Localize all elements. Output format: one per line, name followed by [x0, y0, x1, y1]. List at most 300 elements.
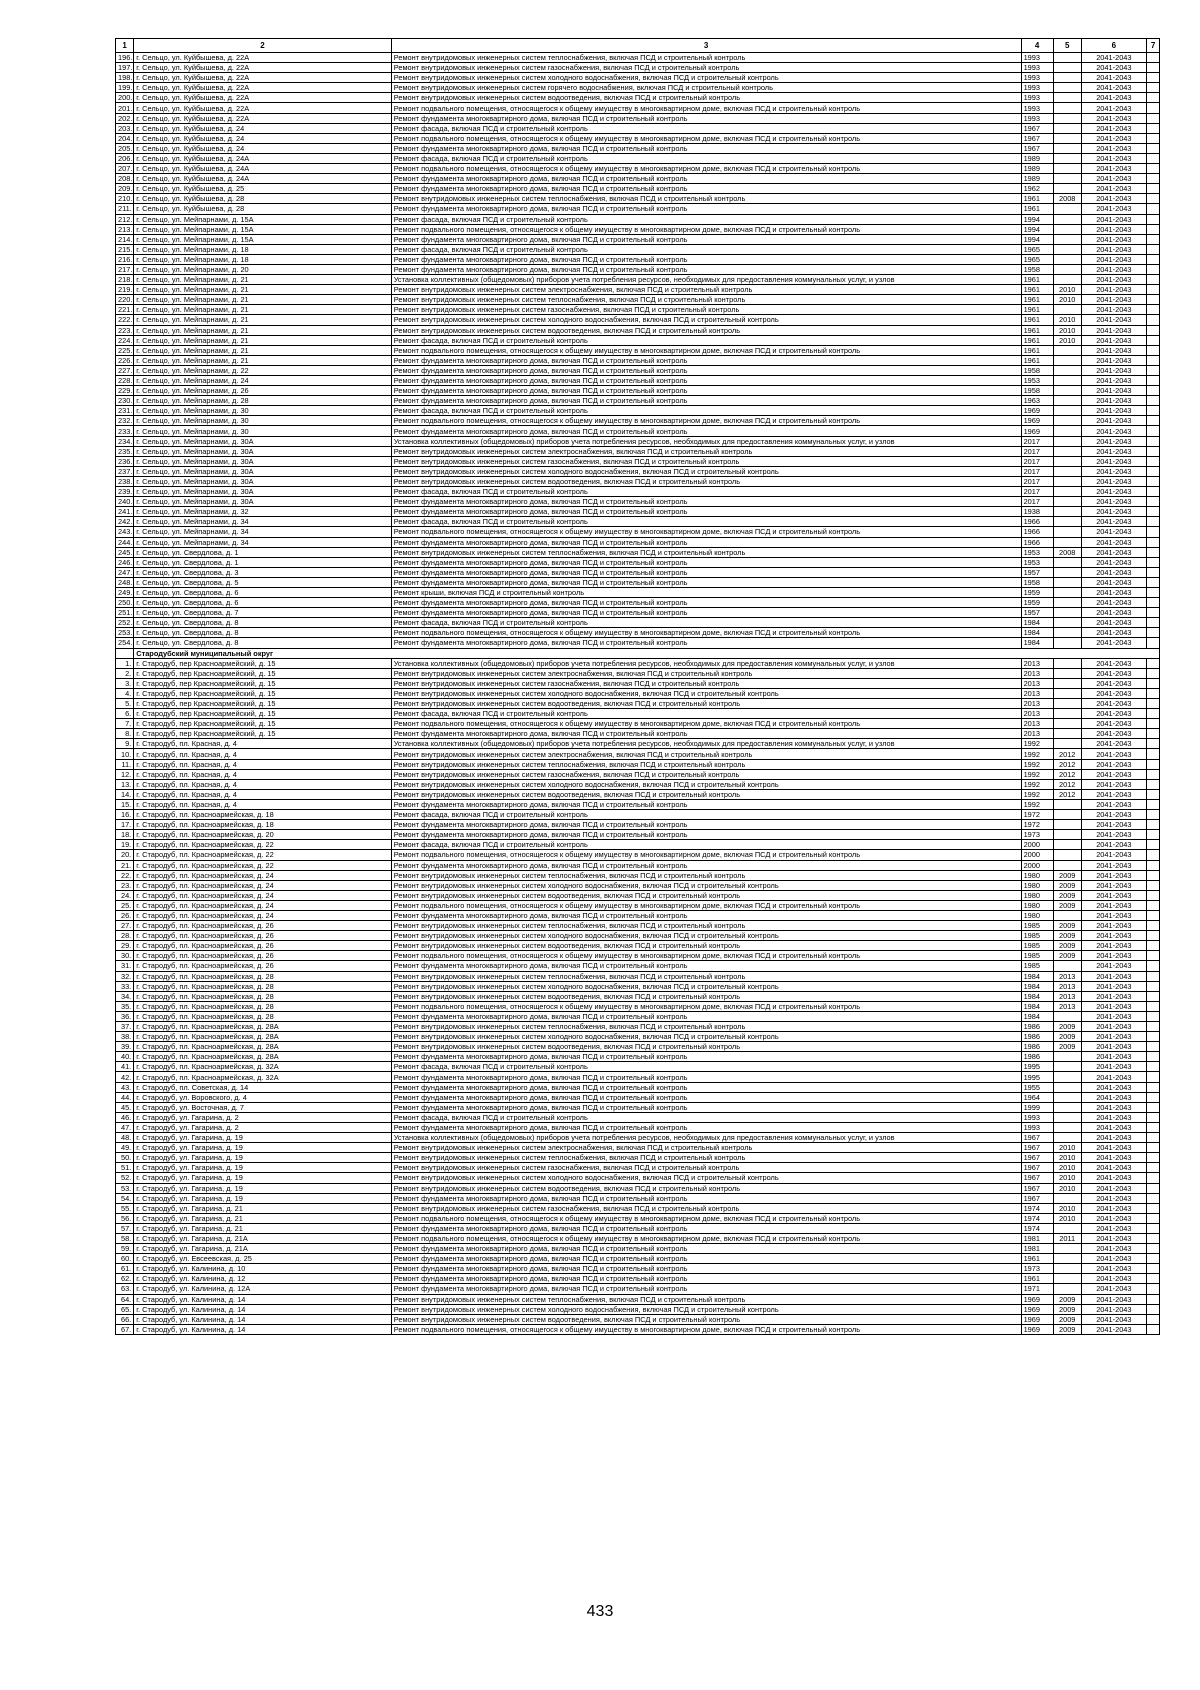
row-number: 57. — [116, 1223, 134, 1233]
row-number: 33. — [116, 981, 134, 991]
planned-period: 2041-2043 — [1081, 466, 1146, 476]
year-built: 1961 — [1021, 1274, 1053, 1284]
address: г. Стародуб, ул. Гагарина, д. 2 — [134, 1122, 392, 1132]
planned-period: 2041-2043 — [1081, 789, 1146, 799]
row-number: 17. — [116, 820, 134, 830]
planned-period: 2041-2043 — [1081, 941, 1146, 951]
work-description: Ремонт подвального помещения, относящегося к общему имуществу в многоквартирном доме, включая ПСД и строительный контроль — [391, 719, 1021, 729]
work-description: Ремонт внутридомовых инженерных систем холодного водоснабжения, включая ПСД и строительный контроль — [391, 1032, 1021, 1042]
planned-period: 2041-2043 — [1081, 759, 1146, 769]
table-row — [116, 355, 1160, 365]
table-row — [116, 1011, 1160, 1021]
last-repair-year — [1053, 598, 1081, 608]
table-row — [116, 1173, 1160, 1183]
extra-cell — [1147, 931, 1160, 941]
extra-cell — [1147, 1143, 1160, 1153]
extra-cell — [1147, 709, 1160, 719]
work-description: Ремонт внутридомовых инженерных систем газоснабжения, включая ПСД и строительный контроль — [391, 1163, 1021, 1173]
table-row — [116, 749, 1160, 759]
row-number: 51. — [116, 1163, 134, 1173]
address: г. Сельцо, ул. Свердлова, д. 7 — [134, 608, 392, 618]
last-repair-year — [1053, 961, 1081, 971]
header-col-2: 2 — [134, 39, 392, 53]
table-row — [116, 63, 1160, 73]
row-number: 235. — [116, 446, 134, 456]
planned-period: 2041-2043 — [1081, 305, 1146, 315]
address: г. Стародуб, пл. Красная, д. 4 — [134, 759, 392, 769]
row-number: 7. — [116, 719, 134, 729]
planned-period: 2041-2043 — [1081, 214, 1146, 224]
year-built: 1985 — [1021, 921, 1053, 931]
planned-period: 2041-2043 — [1081, 840, 1146, 850]
year-built: 1994 — [1021, 214, 1053, 224]
address: г. Стародуб, пл. Красноармейская, д. 24 — [134, 890, 392, 900]
work-description: Ремонт внутридомовых инженерных систем водоотведения, включая ПСД и строительный контроль — [391, 93, 1021, 103]
last-repair-year — [1053, 537, 1081, 547]
address: г. Сельцо, ул. Мейпарнами, д. 30А — [134, 456, 392, 466]
row-number: 238. — [116, 476, 134, 486]
planned-period: 2041-2043 — [1081, 870, 1146, 880]
work-description: Ремонт фундамента многоквартирного дома, включая ПСД и строительный контроль — [391, 860, 1021, 870]
row-number: 9. — [116, 739, 134, 749]
address: г. Сельцо, ул. Мейпарнами, д. 30А — [134, 436, 392, 446]
address: г. Стародуб, пл. Красноармейская, д. 18 — [134, 820, 392, 830]
address: г. Сельцо, ул. Свердлова, д. 1 — [134, 547, 392, 557]
row-number: 243. — [116, 527, 134, 537]
last-repair-year — [1053, 1284, 1081, 1294]
last-repair-year: 2009 — [1053, 921, 1081, 931]
last-repair-year: 2012 — [1053, 789, 1081, 799]
last-repair-year — [1053, 1112, 1081, 1122]
planned-period: 2041-2043 — [1081, 153, 1146, 163]
row-number: 218. — [116, 275, 134, 285]
year-built: 1969 — [1021, 426, 1053, 436]
year-built: 1967 — [1021, 1133, 1053, 1143]
year-built: 1992 — [1021, 779, 1053, 789]
address: г. Стародуб, пл. Красноармейская, д. 28А — [134, 1032, 392, 1042]
last-repair-year — [1053, 143, 1081, 153]
extra-cell — [1147, 376, 1160, 386]
table-row — [116, 224, 1160, 234]
address: г. Стародуб, ул. Восточная, д. 7 — [134, 1102, 392, 1112]
row-number: 240. — [116, 497, 134, 507]
work-description: Ремонт внутридомовых инженерных систем водоотведения, включая ПСД и строительный контроль — [391, 1314, 1021, 1324]
last-repair-year: 2013 — [1053, 981, 1081, 991]
extra-cell — [1147, 759, 1160, 769]
last-repair-year — [1053, 426, 1081, 436]
row-number: 13. — [116, 779, 134, 789]
extra-cell — [1147, 295, 1160, 305]
year-built: 1958 — [1021, 386, 1053, 396]
last-repair-year — [1053, 709, 1081, 719]
planned-period: 2041-2043 — [1081, 83, 1146, 93]
row-number: 25. — [116, 900, 134, 910]
address: г. Сельцо, ул. Свердлова, д. 8 — [134, 618, 392, 628]
planned-period: 2041-2043 — [1081, 567, 1146, 577]
address: г. Сельцо, ул. Свердлова, д. 8 — [134, 638, 392, 648]
last-repair-year — [1053, 416, 1081, 426]
table-row — [116, 678, 1160, 688]
page-number: 433 — [586, 1603, 614, 1620]
work-description: Ремонт фундамента многоквартирного дома, включая ПСД и строительный контроль — [391, 174, 1021, 184]
extra-cell — [1147, 174, 1160, 184]
table-row — [116, 1062, 1160, 1072]
row-number: 251. — [116, 608, 134, 618]
last-repair-year — [1053, 699, 1081, 709]
address: г. Стародуб, пл. Красноармейская, д. 28А — [134, 1052, 392, 1062]
extra-cell — [1147, 1072, 1160, 1082]
last-repair-year: 2011 — [1053, 1233, 1081, 1243]
last-repair-year — [1053, 376, 1081, 386]
row-number: 29. — [116, 941, 134, 951]
row-number: 247. — [116, 567, 134, 577]
year-built: 1958 — [1021, 577, 1053, 587]
year-built: 1963 — [1021, 396, 1053, 406]
table-row — [116, 335, 1160, 345]
year-built: 1984 — [1021, 618, 1053, 628]
extra-cell — [1147, 789, 1160, 799]
row-number: 198. — [116, 73, 134, 83]
table-row — [116, 587, 1160, 597]
last-repair-year: 2009 — [1053, 880, 1081, 890]
last-repair-year — [1053, 527, 1081, 537]
last-repair-year — [1053, 507, 1081, 517]
row-number: 213. — [116, 224, 134, 234]
last-repair-year — [1053, 820, 1081, 830]
work-description: Ремонт внутридомовых инженерных систем электроснабжения, включая ПСД и строительный контроль — [391, 668, 1021, 678]
row-number: 215. — [116, 244, 134, 254]
extra-cell — [1147, 729, 1160, 739]
address: г. Сельцо, ул. Мейпарнами, д. 21 — [134, 275, 392, 285]
table-row — [116, 547, 1160, 557]
work-description: Установка коллективных (общедомовых) приборов учета потребления ресурсов, необходимых для предоставления коммунальных услуг, и узлов — [391, 739, 1021, 749]
planned-period: 2041-2043 — [1081, 1082, 1146, 1092]
work-description: Ремонт фундамента многоквартирного дома, включая ПСД и строительный контроль — [391, 577, 1021, 587]
last-repair-year — [1053, 436, 1081, 446]
work-description: Ремонт фундамента многоквартирного дома, включая ПСД и строительный контроль — [391, 799, 1021, 809]
address: г. Сельцо, ул. Куйбышева, д. 24 — [134, 123, 392, 133]
work-description: Ремонт фасада, включая ПСД и строительный контроль — [391, 1062, 1021, 1072]
planned-period: 2041-2043 — [1081, 699, 1146, 709]
planned-period: 2041-2043 — [1081, 254, 1146, 264]
work-description: Ремонт внутридомовых инженерных систем водоотведения, включая ПСД и строительный контроль — [391, 991, 1021, 1001]
address: г. Сельцо, ул. Свердлова, д. 6 — [134, 598, 392, 608]
row-number: 211. — [116, 204, 134, 214]
address: г. Стародуб, ул. Гагарина, д. 21 — [134, 1213, 392, 1223]
planned-period: 2041-2043 — [1081, 921, 1146, 931]
extra-cell — [1147, 1193, 1160, 1203]
extra-cell — [1147, 63, 1160, 73]
table-row — [116, 779, 1160, 789]
last-repair-year — [1053, 174, 1081, 184]
planned-period: 2041-2043 — [1081, 416, 1146, 426]
planned-period: 2041-2043 — [1081, 244, 1146, 254]
year-built: 1993 — [1021, 1122, 1053, 1132]
table-row — [116, 557, 1160, 567]
year-built: 1967 — [1021, 133, 1053, 143]
table-row — [116, 497, 1160, 507]
extra-cell — [1147, 608, 1160, 618]
work-description: Ремонт фундамента многоквартирного дома, включая ПСД и строительный контроль — [391, 507, 1021, 517]
year-built: 1971 — [1021, 1284, 1053, 1294]
last-repair-year — [1053, 1062, 1081, 1072]
work-description: Ремонт внутридомовых инженерных систем газоснабжения, включая ПСД и строительный контроль — [391, 678, 1021, 688]
extra-cell — [1147, 305, 1160, 315]
work-description: Ремонт внутридомовых инженерных систем водоотведения, включая ПСД и строительный контроль — [391, 941, 1021, 951]
planned-period: 2041-2043 — [1081, 527, 1146, 537]
table-row — [116, 527, 1160, 537]
table-row — [116, 1072, 1160, 1082]
work-description: Ремонт фасада, включая ПСД и строительный контроль — [391, 1112, 1021, 1122]
register-body — [116, 53, 1160, 1335]
extra-cell — [1147, 254, 1160, 264]
planned-period: 2041-2043 — [1081, 1112, 1146, 1122]
extra-cell — [1147, 275, 1160, 285]
table-row — [116, 1092, 1160, 1102]
planned-period: 2041-2043 — [1081, 830, 1146, 840]
planned-period: 2041-2043 — [1081, 971, 1146, 981]
work-description: Ремонт подвального помещения, относящегося к общему имуществу в многоквартирном доме, включая ПСД и строительный контроль — [391, 345, 1021, 355]
planned-period: 2041-2043 — [1081, 264, 1146, 274]
work-description: Ремонт внутридомовых инженерных систем холодного водоснабжения, включая ПСД и строительный контроль — [391, 688, 1021, 698]
last-repair-year: 2009 — [1053, 931, 1081, 941]
address: г. Стародуб, ул. Гагарина, д. 19 — [134, 1143, 392, 1153]
last-repair-year: 2010 — [1053, 325, 1081, 335]
table-row — [116, 799, 1160, 809]
address: г. Стародуб, пл. Красноармейская, д. 28 — [134, 971, 392, 981]
last-repair-year: 2013 — [1053, 1001, 1081, 1011]
last-repair-year: 2013 — [1053, 991, 1081, 1001]
address: г. Сельцо, ул. Мейпарнами, д. 30 — [134, 406, 392, 416]
planned-period: 2041-2043 — [1081, 487, 1146, 497]
extra-cell — [1147, 1213, 1160, 1223]
row-number: 252. — [116, 618, 134, 628]
work-description: Ремонт внутридомовых инженерных систем электроснабжения, включая ПСД и строительный контроль — [391, 1143, 1021, 1153]
last-repair-year: 2010 — [1053, 295, 1081, 305]
last-repair-year — [1053, 668, 1081, 678]
planned-period: 2041-2043 — [1081, 53, 1146, 63]
year-built: 1984 — [1021, 981, 1053, 991]
year-built: 1961 — [1021, 345, 1053, 355]
year-built: 1992 — [1021, 739, 1053, 749]
row-number: 39. — [116, 1042, 134, 1052]
extra-cell — [1147, 224, 1160, 234]
year-built: 1972 — [1021, 820, 1053, 830]
table-row — [116, 365, 1160, 375]
table-row — [116, 254, 1160, 264]
year-built: 2013 — [1021, 699, 1053, 709]
work-description: Установка коллективных (общедомовых) приборов учета потребления ресурсов, необходимых для предоставления коммунальных услуг, и узлов — [391, 1133, 1021, 1143]
table-row — [116, 234, 1160, 244]
last-repair-year — [1053, 1092, 1081, 1102]
last-repair-year: 2009 — [1053, 890, 1081, 900]
work-description: Ремонт внутридомовых инженерных систем холодного водоснабжения, включая ПСД и строительный контроль — [391, 73, 1021, 83]
year-built: 2013 — [1021, 668, 1053, 678]
work-description: Ремонт фундамента многоквартирного дома, включая ПСД и строительный контроль — [391, 638, 1021, 648]
planned-period: 2041-2043 — [1081, 587, 1146, 597]
table-row — [116, 426, 1160, 436]
address: г. Сельцо, ул. Мейпарнами, д. 30 — [134, 426, 392, 436]
work-description: Ремонт внутридомовых инженерных систем водоотведения, включая ПСД и строительный контроль — [391, 789, 1021, 799]
work-description: Ремонт фундамента многоквартирного дома, включая ПСД и строительный контроль — [391, 1122, 1021, 1132]
last-repair-year — [1053, 840, 1081, 850]
work-description: Ремонт фундамента многоквартирного дома, включая ПСД и строительный контроль — [391, 1052, 1021, 1062]
year-built: 1961 — [1021, 285, 1053, 295]
planned-period: 2041-2043 — [1081, 355, 1146, 365]
address: г. Сельцо, ул. Мейпарнами, д. 34 — [134, 527, 392, 537]
row-number: 205. — [116, 143, 134, 153]
last-repair-year — [1053, 1122, 1081, 1132]
last-repair-year — [1053, 1011, 1081, 1021]
planned-period: 2041-2043 — [1081, 860, 1146, 870]
extra-cell — [1147, 739, 1160, 749]
year-built: 2017 — [1021, 476, 1053, 486]
extra-cell — [1147, 345, 1160, 355]
row-number: 216. — [116, 254, 134, 264]
work-description: Ремонт внутридомовых инженерных систем водоотведения, включая ПСД и строительный контроль — [391, 699, 1021, 709]
work-description: Ремонт фундамента многоквартирного дома, включая ПСД и строительный контроль — [391, 1223, 1021, 1233]
last-repair-year — [1053, 133, 1081, 143]
planned-period: 2041-2043 — [1081, 537, 1146, 547]
planned-period: 2041-2043 — [1081, 507, 1146, 517]
year-built: 1993 — [1021, 93, 1053, 103]
work-description: Ремонт фасада, включая ПСД и строительный контроль — [391, 406, 1021, 416]
year-built: 1957 — [1021, 608, 1053, 618]
last-repair-year — [1053, 1072, 1081, 1082]
work-description: Ремонт фундамента многоквартирного дома, включая ПСД и строительный контроль — [391, 537, 1021, 547]
extra-cell — [1147, 951, 1160, 961]
address: г. Сельцо, ул. Куйбышева, д. 22А — [134, 63, 392, 73]
extra-cell — [1147, 799, 1160, 809]
table-row — [116, 699, 1160, 709]
planned-period: 2041-2043 — [1081, 295, 1146, 305]
planned-period: 2041-2043 — [1081, 628, 1146, 638]
table-row — [116, 830, 1160, 840]
address: г. Сельцо, ул. Мейпарнами, д. 30А — [134, 487, 392, 497]
year-built: 1967 — [1021, 1143, 1053, 1153]
row-number: 18. — [116, 830, 134, 840]
year-built: 1992 — [1021, 789, 1053, 799]
work-description: Ремонт фасада, включая ПСД и строительный контроль — [391, 487, 1021, 497]
extra-cell — [1147, 53, 1160, 63]
last-repair-year: 2009 — [1053, 1042, 1081, 1052]
last-repair-year — [1053, 73, 1081, 83]
row-number: 225. — [116, 345, 134, 355]
planned-period: 2041-2043 — [1081, 729, 1146, 739]
work-description: Установка коллективных (общедомовых) приборов учета потребления ресурсов, необходимых для предоставления коммунальных услуг, и узлов — [391, 275, 1021, 285]
work-description: Ремонт подвального помещения, относящегося к общему имуществу в многоквартирном доме, включая ПСД и строительный контроль — [391, 900, 1021, 910]
extra-cell — [1147, 1183, 1160, 1193]
year-built: 1972 — [1021, 810, 1053, 820]
row-number: 63. — [116, 1284, 134, 1294]
extra-cell — [1147, 749, 1160, 759]
year-built: 1966 — [1021, 527, 1053, 537]
extra-cell — [1147, 487, 1160, 497]
year-built: 1985 — [1021, 961, 1053, 971]
year-built: 2013 — [1021, 688, 1053, 698]
table-row — [116, 840, 1160, 850]
row-number: 54. — [116, 1193, 134, 1203]
table-row — [116, 1001, 1160, 1011]
row-number: 246. — [116, 557, 134, 567]
planned-period: 2041-2043 — [1081, 476, 1146, 486]
row-number: 241. — [116, 507, 134, 517]
planned-period: 2041-2043 — [1081, 1183, 1146, 1193]
extra-cell — [1147, 285, 1160, 295]
last-repair-year — [1053, 466, 1081, 476]
year-built: 2017 — [1021, 497, 1053, 507]
last-repair-year — [1053, 406, 1081, 416]
extra-cell — [1147, 830, 1160, 840]
table-row — [116, 1294, 1160, 1304]
planned-period: 2041-2043 — [1081, 678, 1146, 688]
table-row — [116, 174, 1160, 184]
year-built: 1961 — [1021, 355, 1053, 365]
address: г. Сельцо, ул. Мейпарнами, д. 18 — [134, 254, 392, 264]
planned-period: 2041-2043 — [1081, 1032, 1146, 1042]
address: г. Сельцо, ул. Мейпарнами, д. 30А — [134, 446, 392, 456]
work-description: Ремонт фундамента многоквартирного дома, включая ПСД и строительный контроль — [391, 1244, 1021, 1254]
work-description: Ремонт фундамента многоквартирного дома, включая ПСД и строительный контроль — [391, 1254, 1021, 1264]
row-number: 61. — [116, 1264, 134, 1274]
row-number: 226. — [116, 355, 134, 365]
planned-period: 2041-2043 — [1081, 668, 1146, 678]
address: г. Стародуб, пер Красноармейский, д. 15 — [134, 678, 392, 688]
year-built: 1989 — [1021, 164, 1053, 174]
extra-cell — [1147, 1314, 1160, 1324]
work-description: Ремонт подвального помещения, относящегося к общему имуществу в многоквартирном доме, включая ПСД и строительный контроль — [391, 103, 1021, 113]
extra-cell — [1147, 527, 1160, 537]
planned-period: 2041-2043 — [1081, 1254, 1146, 1264]
last-repair-year: 2012 — [1053, 749, 1081, 759]
year-built: 1981 — [1021, 1244, 1053, 1254]
year-built: 1961 — [1021, 194, 1053, 204]
planned-period: 2041-2043 — [1081, 1274, 1146, 1284]
row-number: 53. — [116, 1183, 134, 1193]
extra-cell — [1147, 1032, 1160, 1042]
last-repair-year — [1053, 83, 1081, 93]
work-description: Ремонт фундамента многоквартирного дома, включая ПСД и строительный контроль — [391, 1072, 1021, 1082]
address: г. Сельцо, ул. Куйбышева, д. 24 — [134, 143, 392, 153]
year-built: 1965 — [1021, 254, 1053, 264]
table-row — [116, 244, 1160, 254]
extra-cell — [1147, 1284, 1160, 1294]
year-built: 1959 — [1021, 598, 1053, 608]
table-row — [116, 1163, 1160, 1173]
planned-period: 2041-2043 — [1081, 73, 1146, 83]
extra-cell — [1147, 971, 1160, 981]
row-number: 43. — [116, 1082, 134, 1092]
work-description: Ремонт крыши, включая ПСД и строительный контроль — [391, 587, 1021, 597]
address: г. Стародуб, ул. Гагарина, д. 19 — [134, 1183, 392, 1193]
year-built: 1986 — [1021, 1052, 1053, 1062]
table-row — [116, 264, 1160, 274]
address: г. Сельцо, ул. Куйбышева, д. 24А — [134, 164, 392, 174]
extra-cell — [1147, 1244, 1160, 1254]
section-title: Стародубский муниципальный округ — [134, 648, 1160, 658]
last-repair-year: 2010 — [1053, 335, 1081, 345]
address: г. Стародуб, ул. Калинина, д. 14 — [134, 1324, 392, 1334]
planned-period: 2041-2043 — [1081, 456, 1146, 466]
table-row — [116, 275, 1160, 285]
table-row — [116, 870, 1160, 880]
planned-period: 2041-2043 — [1081, 1163, 1146, 1173]
table-row — [116, 931, 1160, 941]
table-row — [116, 810, 1160, 820]
planned-period: 2041-2043 — [1081, 93, 1146, 103]
last-repair-year — [1053, 153, 1081, 163]
year-built: 1969 — [1021, 1314, 1053, 1324]
